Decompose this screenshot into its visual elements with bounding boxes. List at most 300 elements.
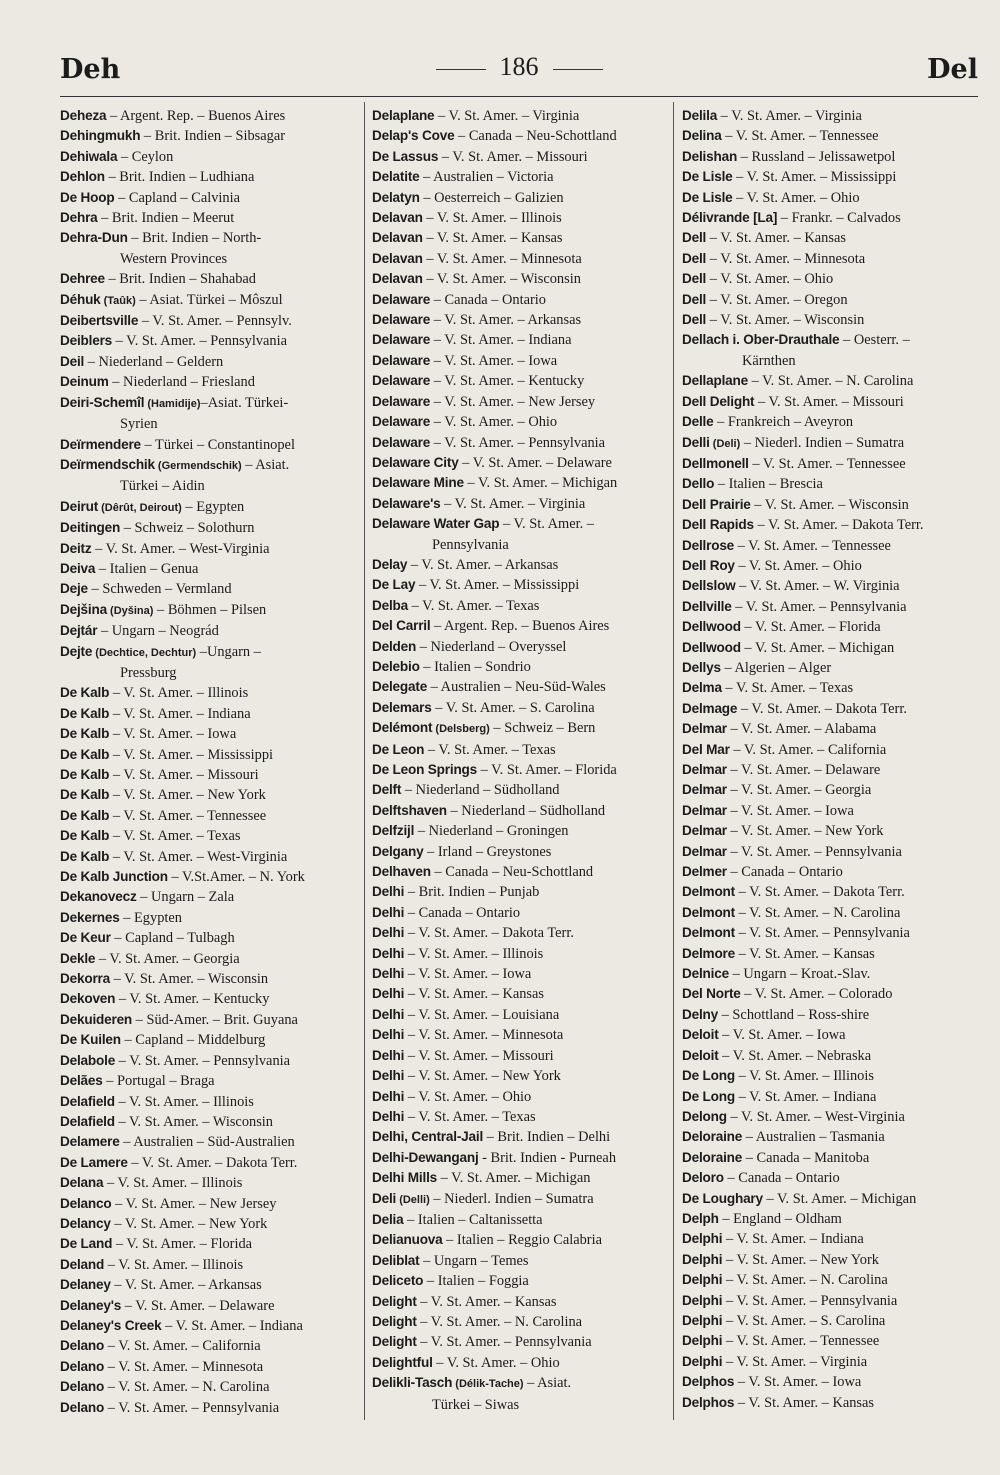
entry-location: – V. St. Amer. – Minnesota bbox=[104, 1358, 264, 1375]
entry-term: Delmore bbox=[682, 945, 735, 961]
entry-location: – Ceylon bbox=[117, 148, 174, 165]
entry-continuation: Pennsylvania bbox=[432, 536, 509, 553]
entry-location: – V. St. Amer. – Minnesota bbox=[404, 1027, 564, 1044]
entry-location: – Frankreich – Aveyron bbox=[713, 414, 854, 431]
entry-location: – V. St. Amer. – Wisconsin bbox=[706, 312, 865, 329]
gazetteer-entry bbox=[372, 842, 672, 862]
gazetteer-entry bbox=[682, 719, 978, 739]
entry-location: – Niederland – Südholland bbox=[401, 782, 560, 799]
gazetteer-entry bbox=[372, 862, 672, 882]
gazetteer-entry bbox=[372, 1312, 672, 1332]
gazetteer-entry bbox=[60, 887, 360, 907]
entry-location: – V. St. Amer. – N. Carolina bbox=[734, 904, 901, 921]
entry-location: – V. St. Amer. – Ohio bbox=[432, 1354, 560, 1371]
gazetteer-entry bbox=[60, 1336, 360, 1356]
entry-term: Delong bbox=[682, 1108, 727, 1124]
gazetteer-entry bbox=[60, 806, 360, 826]
entry-term: Dekoven bbox=[60, 991, 116, 1007]
gazetteer-entry bbox=[682, 842, 978, 862]
entry-term: De Hoop bbox=[60, 189, 115, 205]
entry-location: – V. St. Amer. – Alabama bbox=[726, 721, 877, 738]
gazetteer-entry bbox=[60, 683, 360, 703]
entry-term: Dell bbox=[682, 312, 707, 328]
entry-location: – V. St. Amer. – New York bbox=[726, 823, 884, 840]
gazetteer-entry bbox=[60, 1092, 360, 1112]
gazetteer-entry bbox=[372, 433, 672, 453]
entry-term: Delaney's bbox=[60, 1297, 122, 1313]
gazetteer-entry bbox=[60, 969, 360, 989]
entry-term: De Kalb bbox=[60, 726, 110, 742]
entry-location: – V. St. Amer. – S. Carolina bbox=[722, 1312, 886, 1329]
entry-location: – V. St. Amer. – Oregon bbox=[706, 291, 848, 308]
entry-term: De Lisle bbox=[682, 169, 733, 185]
entry-location: – Ungarn – Zala bbox=[136, 889, 235, 906]
entry-location: – V. St. Amer. – Delaware bbox=[121, 1297, 275, 1314]
gazetteer-entry bbox=[372, 801, 672, 821]
entry-term: De Kuilen bbox=[60, 1032, 121, 1048]
entry-term: Delaware bbox=[372, 291, 431, 307]
gazetteer-entry bbox=[682, 1291, 978, 1311]
entry-term: De Kalb bbox=[60, 685, 110, 701]
entry-term: Delaware bbox=[372, 312, 431, 328]
gazetteer-entry bbox=[60, 1234, 360, 1254]
entry-location: – V. St. Amer. – Illinois bbox=[104, 1256, 244, 1273]
entry-location: – V. St. Amer. – Illinois bbox=[109, 685, 249, 702]
gazetteer-entry bbox=[372, 1210, 672, 1230]
entry-location: – V. St. Amer. – Georgia bbox=[95, 950, 240, 967]
gazetteer-entry bbox=[682, 290, 978, 310]
header-first-word: Deh bbox=[60, 54, 121, 85]
entry-term: Dejte bbox=[60, 643, 93, 659]
entry-location: – Canada – Ontario bbox=[404, 904, 521, 921]
entry-term: Delftshaven bbox=[372, 802, 447, 818]
gazetteer-entry bbox=[60, 269, 360, 289]
entry-location: – Canada – Ontario bbox=[726, 864, 843, 881]
entry-location: – Brit. Indien – Sibsagar bbox=[140, 128, 286, 145]
entry-location: – Capland – Middelburg bbox=[120, 1032, 266, 1049]
entry-location: – Canada – Ontario bbox=[723, 1170, 840, 1187]
entry-term: Delaware City bbox=[372, 454, 459, 470]
gazetteer-entry bbox=[60, 539, 360, 559]
entry-term: Delatyn bbox=[372, 189, 420, 205]
entry-location: – V. St. Amer. – Ohio bbox=[404, 1088, 532, 1105]
entry-term: Delaware bbox=[372, 414, 431, 430]
entry-term: Delden bbox=[372, 638, 417, 654]
entry-location: – V. St. Amer. – Kansas bbox=[735, 945, 875, 962]
column-2 bbox=[372, 106, 672, 1415]
entry-location: –Ungarn – bbox=[196, 643, 261, 660]
entry-variant: (Délik-Tache) bbox=[452, 1378, 524, 1391]
entry-term: Delano bbox=[60, 1399, 105, 1415]
entry-location: – V. St. Amer. – Virginia bbox=[434, 108, 580, 124]
entry-term: Deloro bbox=[682, 1170, 724, 1186]
entry-term: Delma bbox=[682, 680, 722, 696]
entry-term: Delishan bbox=[682, 148, 738, 164]
entry-location: – V. St. Amer. – Kansas bbox=[734, 1394, 875, 1411]
gazetteer-entry bbox=[372, 1373, 672, 1394]
entry-term: Delães bbox=[60, 1073, 103, 1089]
entry-term: Delianuova bbox=[372, 1232, 443, 1248]
gazetteer-entry bbox=[682, 106, 978, 126]
entry-term: De Loughary bbox=[682, 1190, 763, 1206]
entry-location: – V. St. Amer. – Nebraska bbox=[718, 1047, 872, 1064]
entry-location: – V. St. Amer. – S. Carolina bbox=[431, 699, 595, 716]
gazetteer-entry bbox=[372, 371, 672, 391]
entry-term: Delmar bbox=[682, 762, 727, 777]
entry-location: – V. St. Amer. – N. Carolina bbox=[104, 1379, 270, 1396]
entry-term: Delightful bbox=[372, 1354, 433, 1370]
entry-location: – Ungarn – Temes bbox=[419, 1252, 529, 1269]
entry-term: Delphi bbox=[682, 1312, 723, 1328]
gazetteer-entry bbox=[60, 126, 360, 146]
entry-term: Delphi bbox=[682, 1292, 723, 1308]
entry-term: Delano bbox=[60, 1379, 105, 1395]
entry-location: – V. St. Amer. – Missouri bbox=[404, 1047, 554, 1064]
entry-term: Dell bbox=[682, 250, 707, 266]
entry-location: – V. St. Amer. – Tennessee bbox=[721, 128, 879, 145]
gazetteer-entry bbox=[60, 600, 360, 621]
gazetteer-entry bbox=[372, 1046, 672, 1066]
entry-term: Delemars bbox=[372, 699, 432, 715]
entry-location: – Frankr. – Calvados bbox=[777, 210, 901, 227]
entry-location: – Italien – Caltanissetta bbox=[403, 1211, 543, 1228]
gazetteer-entry bbox=[682, 821, 978, 841]
entry-term: De Lamere bbox=[60, 1154, 128, 1170]
entry-term: Dellwood bbox=[682, 639, 741, 655]
entry-location: – Egypten bbox=[119, 909, 182, 926]
entry-term: Deloraine bbox=[682, 1149, 743, 1165]
entry-term: Delhi bbox=[372, 986, 405, 1002]
entry-term: Delay bbox=[372, 556, 408, 572]
gazetteer-entry bbox=[682, 392, 978, 412]
gazetteer-entry bbox=[372, 780, 672, 800]
entry-term: De Kalb bbox=[60, 807, 110, 823]
entry-term: Déhuk bbox=[60, 291, 101, 307]
entry-term: Delila bbox=[682, 108, 718, 123]
entry-term: De Land bbox=[60, 1236, 113, 1252]
entry-term: Delhi bbox=[372, 925, 405, 941]
entry-location: – Australien – Tasmania bbox=[742, 1129, 885, 1146]
header-rule bbox=[60, 96, 978, 97]
gazetteer-entry bbox=[60, 1051, 360, 1071]
gazetteer-entry bbox=[682, 903, 978, 923]
gazetteer-entry bbox=[60, 1153, 360, 1173]
gazetteer-entry bbox=[682, 1168, 978, 1188]
entry-location: – V. St. Amer. – Dakota Terr. bbox=[127, 1154, 298, 1171]
entry-variant: (Delsberg) bbox=[432, 723, 490, 736]
gazetteer-entry bbox=[372, 1127, 672, 1147]
entry-location: – V. St. Amer. – Iowa bbox=[404, 966, 532, 983]
entry-term: Delap's Cove bbox=[372, 128, 455, 144]
entry-location: – Italien – Foggia bbox=[423, 1273, 529, 1290]
entry-location: – Niederland – Groningen bbox=[414, 823, 569, 840]
entry-location: – Niederl. Indien – Sumatra bbox=[429, 1190, 594, 1207]
gazetteer-entry bbox=[372, 882, 672, 902]
entry-location: – Australien – Neu-Süd-Wales bbox=[427, 679, 606, 696]
entry-location: – V. St. Amer. – New York bbox=[110, 1215, 268, 1232]
gazetteer-entry bbox=[372, 698, 672, 718]
entry-location: – V. St. Amer. – Pennsylvania bbox=[726, 843, 902, 860]
entry-term: De Lassus bbox=[372, 148, 439, 164]
entry-location: – V. St. Amer. – Illinois bbox=[422, 210, 562, 227]
entry-location: – V. St. Amer. – Georgia bbox=[726, 782, 872, 799]
entry-location: – Brit. Indien – Ludhiana bbox=[104, 169, 255, 186]
entry-term: Deli bbox=[372, 1190, 397, 1206]
entry-term: Deil bbox=[60, 353, 85, 369]
gazetteer-entry bbox=[682, 1209, 978, 1229]
gazetteer-entry bbox=[682, 760, 978, 780]
gazetteer-entry bbox=[682, 371, 978, 391]
gazetteer-entry bbox=[682, 638, 978, 658]
entry-term: Deitz bbox=[60, 540, 92, 556]
entry-location: – Russland – Jelissawetpol bbox=[737, 148, 896, 165]
entry-location: – V. St. Amer. – Delaware bbox=[726, 762, 881, 778]
entry-location: – V. St. Amer. – Arkansas bbox=[407, 556, 559, 573]
entry-term: Delaware bbox=[372, 352, 431, 368]
entry-term: De Kalb bbox=[60, 746, 110, 762]
gazetteer-entry bbox=[682, 1352, 978, 1372]
entry-location: – Niederl. Indien – Sumatra bbox=[740, 434, 905, 451]
gazetteer-entry bbox=[372, 1087, 672, 1107]
gazetteer-entry bbox=[60, 1316, 360, 1336]
entry-term: Delmar bbox=[682, 802, 727, 818]
entry-location: – V. St. Amer. – Minnesota bbox=[422, 250, 582, 267]
entry-location: – Niederland – Südholland bbox=[446, 802, 606, 819]
entry-term: Del Norte bbox=[682, 986, 741, 1002]
entry-location: – Irland – Greystones bbox=[423, 843, 552, 860]
gazetteer-entry bbox=[372, 494, 672, 514]
entry-location: – Schweiz – Solothurn bbox=[120, 520, 255, 537]
entry-term: Dell bbox=[682, 291, 707, 307]
entry-term: Deliceto bbox=[372, 1273, 424, 1289]
entry-location: – V. St. Amer. – Pennsylvania bbox=[104, 1399, 280, 1416]
gazetteer-entry bbox=[682, 556, 978, 576]
entry-term: Deinum bbox=[60, 374, 109, 390]
gazetteer-entry bbox=[60, 1030, 360, 1050]
gazetteer-entry bbox=[60, 208, 360, 228]
gazetteer-entry bbox=[372, 657, 672, 677]
entry-term: Delhaven bbox=[372, 864, 431, 880]
gazetteer-entry bbox=[682, 699, 978, 719]
entry-location: – Brit. Indien – Punjab bbox=[404, 884, 540, 901]
gazetteer-entry bbox=[60, 1275, 360, 1295]
entry-location: – Argent. Rep. – Buenos Aires bbox=[430, 618, 610, 635]
entry-term: Delmar bbox=[682, 782, 727, 798]
entry-location: – V. St. Amer. – Tennessee bbox=[734, 537, 891, 554]
entry-location: – Capland – Calvinia bbox=[114, 189, 240, 206]
gazetteer-entry bbox=[60, 745, 360, 765]
entry-term: Delli bbox=[682, 434, 710, 450]
entry-term: Delano bbox=[60, 1338, 105, 1354]
entry-term: Delba bbox=[372, 597, 409, 613]
entry-location: – V. St. Amer. – New York bbox=[109, 787, 266, 804]
entry-location: – V. St. Amer. – Illinois bbox=[114, 1093, 254, 1110]
gazetteer-entry bbox=[60, 1296, 360, 1316]
entry-location: – Brit. Indien – North- bbox=[127, 230, 262, 247]
entry-term: De Leon bbox=[372, 741, 425, 757]
entry-term: Dehlon bbox=[60, 169, 105, 185]
gazetteer-entry bbox=[682, 228, 978, 248]
entry-continuation: Kärnthen bbox=[742, 352, 796, 369]
entry-term: Delfzijl bbox=[372, 823, 415, 839]
gazetteer-entry bbox=[372, 944, 672, 964]
gazetteer-entry bbox=[60, 228, 360, 248]
entry-location: – V. St. Amer. – Michigan bbox=[740, 639, 895, 656]
entry-term: Dellmonell bbox=[682, 455, 749, 471]
entry-location: – V. St. Amer. – Wisconsin bbox=[750, 496, 909, 513]
gazetteer-entry bbox=[372, 1107, 672, 1127]
entry-term: Del Carril bbox=[372, 618, 431, 634]
entry-location: – V. St. Amer. – Florida bbox=[112, 1236, 253, 1253]
entry-location: – V. St. Amer. – Louisiana bbox=[404, 1006, 560, 1023]
column-divider-1 bbox=[364, 102, 365, 1420]
gazetteer-entry bbox=[372, 106, 672, 126]
gazetteer-entry bbox=[60, 106, 360, 126]
entry-term: Delphi bbox=[682, 1251, 723, 1267]
entry-term: Delavan bbox=[372, 271, 423, 287]
entry-term: Del Mar bbox=[682, 741, 730, 757]
gazetteer-entry bbox=[372, 290, 672, 310]
gazetteer-entry bbox=[372, 923, 672, 943]
entry-location: – Türkei – Constantinopel bbox=[140, 436, 295, 453]
gazetteer-entry bbox=[682, 412, 978, 432]
entry-location: – V. St. Amer. – Ohio bbox=[732, 189, 860, 206]
entry-term: Delana bbox=[60, 1175, 104, 1191]
entry-location: – Niederland – Geldern bbox=[84, 353, 224, 370]
gazetteer-entry bbox=[682, 984, 978, 1004]
entry-term: Delhi bbox=[372, 1088, 405, 1104]
entry-term: Delphi bbox=[682, 1353, 723, 1369]
page-number-block bbox=[60, 52, 978, 82]
entry-location: – Schweiz – Bern bbox=[489, 720, 596, 737]
entry-location: – V. St. Amer. – N. Carolina bbox=[722, 1272, 888, 1289]
entry-term: Délivrande [La] bbox=[682, 210, 778, 226]
gazetteer-entry bbox=[682, 576, 978, 596]
entry-location: – V. St. Amer. – Wisconsin bbox=[422, 271, 581, 288]
entry-location: – V. St. Amer. – Pennsylvania bbox=[115, 1052, 291, 1069]
entry-term: Deiri-Schemîl bbox=[60, 394, 145, 410]
gazetteer-entry bbox=[682, 944, 978, 964]
entry-location: – V. St. Amer. – Tennessee bbox=[722, 1333, 880, 1350]
entry-location: – V. St. Amer. – Pennsylv. bbox=[138, 313, 292, 330]
gazetteer-entry bbox=[60, 1377, 360, 1397]
gazetteer-entry bbox=[60, 785, 360, 805]
entry-continuation: Syrien bbox=[120, 416, 158, 433]
gazetteer-entry bbox=[372, 249, 672, 269]
entry-term: Delikli-Tasch bbox=[372, 1375, 453, 1391]
gazetteer-entry bbox=[60, 455, 360, 476]
entry-location: – V. St. Amer. – Kansas bbox=[404, 986, 545, 1003]
entry-location: – V. St. Amer. – New Jersey bbox=[430, 393, 596, 410]
gazetteer-entry bbox=[372, 984, 672, 1004]
entry-variant: (Germendschik) bbox=[154, 459, 242, 472]
gazetteer-entry bbox=[60, 621, 360, 641]
entry-term: Delhi bbox=[372, 1108, 405, 1124]
entry-location: – V. St. Amer. – Indiana bbox=[722, 1231, 864, 1248]
gazetteer-entry bbox=[372, 1230, 672, 1250]
gazetteer-entry bbox=[682, 515, 978, 535]
entry-location: – Ungarn – Kroat.-Slav. bbox=[728, 966, 871, 983]
entry-term: Deje bbox=[60, 581, 88, 597]
entry-location: – Oesterreich – Galizien bbox=[419, 189, 564, 206]
entry-location: – V. St. Amer. – Pennsylvania bbox=[112, 333, 288, 350]
entry-location: – England – Oldham bbox=[718, 1210, 842, 1227]
entry-location: – V. St. Amer. – Iowa bbox=[430, 352, 558, 369]
gazetteer-entry bbox=[372, 1271, 672, 1291]
entry-variant: (Dêrût, Deirout) bbox=[98, 501, 182, 514]
entry-term: Dellslow bbox=[682, 578, 736, 594]
entry-location: – V. St. Amer. – Florida bbox=[740, 619, 881, 636]
entry-term: Delmont bbox=[682, 904, 735, 920]
entry-term: Dekanovecz bbox=[60, 889, 137, 905]
entry-location: – V. St. Amer. – Texas bbox=[721, 680, 854, 697]
entry-term: Delph bbox=[682, 1210, 719, 1226]
entry-term: Delight bbox=[372, 1334, 417, 1350]
gazetteer-entry bbox=[682, 678, 978, 698]
gazetteer-entry bbox=[372, 1251, 672, 1271]
entry-location: – V. St. Amer. – Kansas bbox=[422, 230, 563, 247]
entry-location: – V.St.Amer. – N. York bbox=[167, 869, 305, 886]
gazetteer-entry bbox=[60, 1398, 360, 1418]
entry-term: Delight bbox=[372, 1293, 417, 1309]
gazetteer-entry bbox=[682, 617, 978, 637]
entry-location: – V. St. Amer. – Indiana bbox=[109, 705, 251, 722]
entry-term: Delamere bbox=[60, 1134, 120, 1150]
entry-location: – V. St. Amer. – Minnesota bbox=[706, 250, 866, 267]
entry-location: – V. St. Amer. – California bbox=[104, 1338, 261, 1355]
entry-location: – Brit. Indien – Meerut bbox=[97, 210, 235, 227]
entry-term: Deirut bbox=[60, 498, 99, 514]
entry-term: Delphi bbox=[682, 1272, 723, 1288]
gazetteer-entry bbox=[60, 826, 360, 846]
gazetteer-entry bbox=[60, 188, 360, 208]
gazetteer-entry bbox=[60, 867, 360, 887]
entry-term: Delhi-Dewanganj bbox=[372, 1149, 479, 1165]
gazetteer-entry bbox=[60, 949, 360, 969]
entry-term: De Kalb bbox=[60, 787, 110, 803]
gazetteer-entry bbox=[372, 167, 672, 187]
gazetteer-entry bbox=[60, 435, 360, 455]
entry-location: – V. St. Amer. – Indiana bbox=[734, 1088, 877, 1105]
gazetteer-entry bbox=[60, 1132, 360, 1152]
gazetteer-entry bbox=[372, 1189, 672, 1210]
entry-term: Dellys bbox=[682, 659, 721, 675]
entry-term: Dejtár bbox=[60, 623, 98, 639]
gazetteer-entry bbox=[372, 637, 672, 657]
gazetteer-entry bbox=[682, 1331, 978, 1351]
gazetteer-entry bbox=[682, 147, 978, 167]
entry-term: Delafield bbox=[60, 1093, 115, 1109]
entry-location: – V. St. Amer. – Illinois bbox=[404, 945, 544, 962]
entry-term: Delmont bbox=[682, 884, 735, 900]
entry-term: Delphos bbox=[682, 1394, 735, 1410]
entry-location: – Algerien – Alger bbox=[720, 659, 832, 676]
entry-term: Dell Roy bbox=[682, 557, 735, 573]
entry-term: Deliblat bbox=[372, 1252, 420, 1268]
gazetteer-entry bbox=[682, 330, 978, 350]
gazetteer-entry bbox=[372, 1066, 672, 1086]
gazetteer-entry bbox=[682, 310, 978, 330]
entry-location: – V. St. Amer. – Iowa bbox=[718, 1027, 846, 1044]
entry-location: – V. St. Amer. – Missouri bbox=[438, 148, 588, 165]
entry-location: – Canada – Neu-Schottland bbox=[430, 864, 594, 881]
gazetteer-entry bbox=[682, 1250, 978, 1270]
gazetteer-entry bbox=[372, 616, 672, 636]
gazetteer-entry bbox=[682, 1229, 978, 1249]
gazetteer-entry bbox=[682, 167, 978, 187]
entry-term: Delaware bbox=[372, 393, 431, 409]
entry-location: – V. St. Amer. – Michigan bbox=[762, 1190, 917, 1207]
